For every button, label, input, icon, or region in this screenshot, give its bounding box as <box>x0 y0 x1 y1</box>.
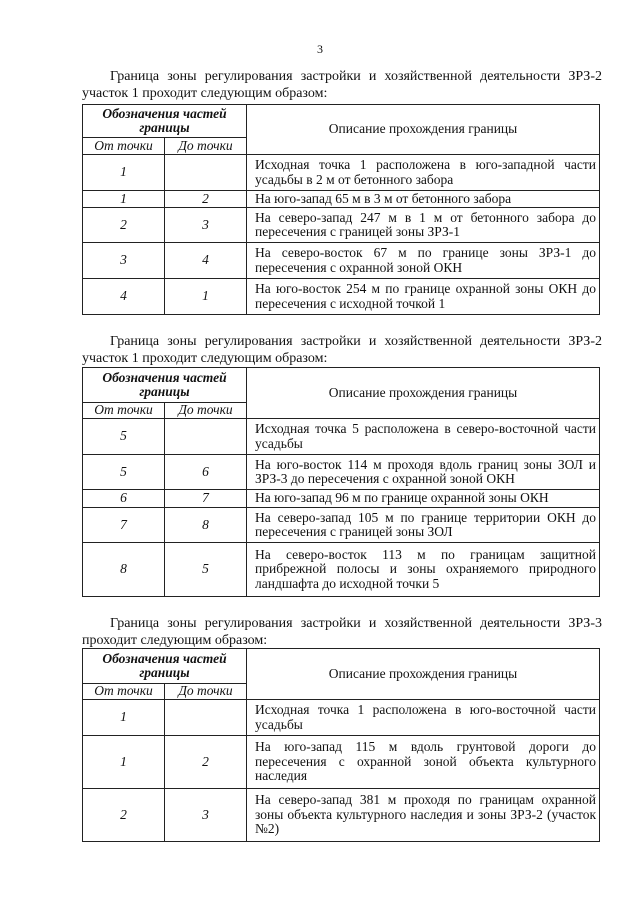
from-cell: 1 <box>83 155 165 191</box>
header-parts: Обозначения частей границы <box>83 368 247 403</box>
table-row <box>83 543 600 597</box>
to-cell: 2 <box>165 191 247 208</box>
from-cell: 8 <box>83 543 165 597</box>
table-row <box>83 279 600 315</box>
table-row <box>83 455 600 490</box>
to-cell: 5 <box>165 543 247 597</box>
header-description: Описание прохождения границы <box>247 368 600 419</box>
from-cell: 1 <box>83 191 165 208</box>
to-cell: 3 <box>165 789 247 842</box>
intro-line: участок 1 проходит следующим образом: <box>82 86 328 101</box>
intro-line: проходит следующим образом: <box>82 633 268 648</box>
to-cell: 2 <box>165 736 247 789</box>
section-1-intro <box>82 68 602 102</box>
header-parts: Обозначения частей границы <box>83 649 247 684</box>
description-cell: На северо-запад 105 м по границе территории ОКН до пересечения с границей зоны ЗОЛ <box>247 508 600 543</box>
description-cell: Исходная точка 5 расположена в северо-восточной части усадьбы <box>247 419 600 455</box>
to-cell <box>165 700 247 736</box>
table-row <box>83 155 600 191</box>
description-cell: На юго-восток 114 м проходя вдоль границ зоны ЗОЛ и ЗРЗ-3 до пересечения с охранной зоной ОКН <box>247 455 600 490</box>
table-row <box>83 508 600 543</box>
description-cell: Исходная точка 1 расположена в юго-восточной части усадьбы <box>247 700 600 736</box>
to-cell: 3 <box>165 208 247 243</box>
header-description: Описание прохождения границы <box>247 649 600 700</box>
boundary-table-1 <box>82 104 600 315</box>
to-cell: 1 <box>165 279 247 315</box>
description-cell: На северо-восток 113 м по границам защитной прибрежной полосы и зоны охраняемого природного ландшафта до исходной точки 5 <box>247 543 600 597</box>
table-row <box>83 490 600 508</box>
to-cell: 8 <box>165 508 247 543</box>
description-cell: На северо-запад 381 м проходя по границам охранной зоны объекта культурного наследия и зоны ЗРЗ-2 (участок №2) <box>247 789 600 842</box>
boundary-table-2 <box>82 367 600 597</box>
description-cell: На юго-восток 254 м по границе охранной зоны ОКН до пересечения с исходной точкой 1 <box>247 279 600 315</box>
description-cell: Исходная точка 1 расположена в юго-западной части усадьбы в 2 м от бетонного забора <box>247 155 600 191</box>
from-cell: 5 <box>83 419 165 455</box>
intro-line: Граница зоны регулирования застройки и хозяйственной деятельности ЗРЗ-3 <box>110 616 602 631</box>
header-from: От точки <box>83 684 165 700</box>
table-row <box>83 208 600 243</box>
to-cell <box>165 155 247 191</box>
header-to: До точки <box>165 403 247 419</box>
description-cell: На юго-запад 96 м по границе охранной зоны ОКН <box>247 490 600 508</box>
table-row <box>83 419 600 455</box>
header-description: Описание прохождения границы <box>247 105 600 155</box>
header-to: До точки <box>165 138 247 155</box>
table-row <box>83 191 600 208</box>
intro-line: Граница зоны регулирования застройки и хозяйственной деятельности ЗРЗ-2 <box>110 334 602 349</box>
description-cell: На северо-запад 247 м в 1 м от бетонного забора до пересечения с границей зоны ЗРЗ-1 <box>247 208 600 243</box>
to-cell: 7 <box>165 490 247 508</box>
to-cell: 4 <box>165 243 247 279</box>
from-cell: 2 <box>83 208 165 243</box>
description-cell: На юго-запад 65 м в 3 м от бетонного забора <box>247 191 600 208</box>
boundary-table-3 <box>82 648 600 842</box>
description-cell: На юго-запад 115 м вдоль грунтовой дороги до пересечения с охранной зоной объекта культурного наследия <box>247 736 600 789</box>
intro-line: участок 1 проходит следующим образом: <box>82 351 328 366</box>
table-row <box>83 243 600 279</box>
from-cell: 5 <box>83 455 165 490</box>
header-parts: Обозначения частей границы <box>83 105 247 138</box>
from-cell: 3 <box>83 243 165 279</box>
from-cell: 4 <box>83 279 165 315</box>
from-cell: 2 <box>83 789 165 842</box>
description-cell: На северо-восток 67 м по границе зоны ЗРЗ-1 до пересечения с охранной зоной ОКН <box>247 243 600 279</box>
to-cell <box>165 419 247 455</box>
section-2-intro <box>82 333 602 367</box>
header-from: От точки <box>83 138 165 155</box>
from-cell: 7 <box>83 508 165 543</box>
table-row <box>83 700 600 736</box>
page-number: 3 <box>317 42 323 56</box>
from-cell: 1 <box>83 736 165 789</box>
from-cell: 1 <box>83 700 165 736</box>
header-from: От точки <box>83 403 165 419</box>
table-row <box>83 736 600 789</box>
from-cell: 6 <box>83 490 165 508</box>
to-cell: 6 <box>165 455 247 490</box>
header-to: До точки <box>165 684 247 700</box>
table-row <box>83 789 600 842</box>
intro-line: Граница зоны регулирования застройки и хозяйственной деятельности ЗРЗ-2 <box>110 69 602 84</box>
section-3-intro <box>82 615 602 649</box>
